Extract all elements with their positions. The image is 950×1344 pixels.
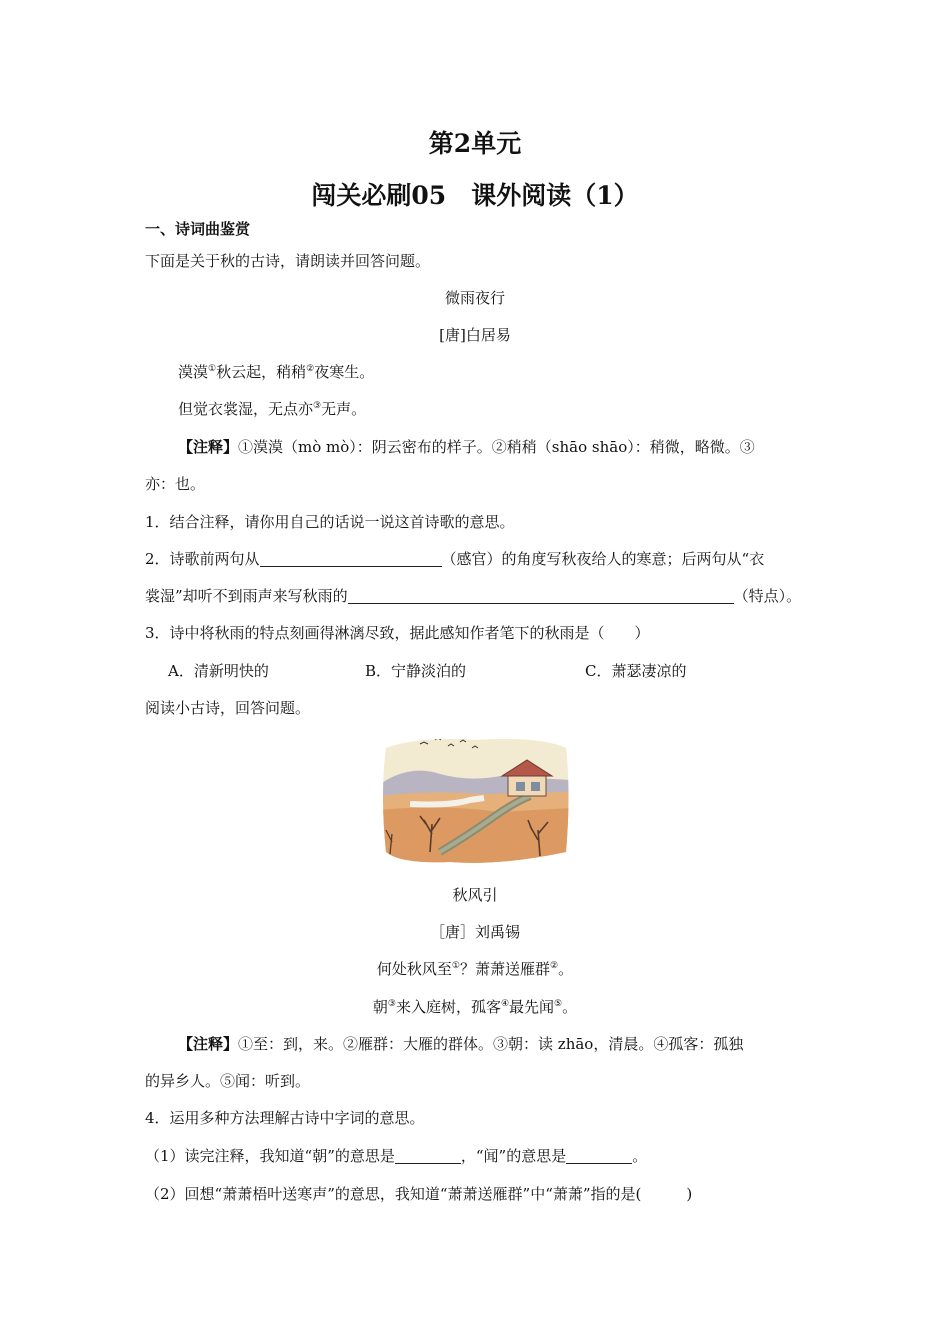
answer-blank[interactable] (566, 1149, 632, 1164)
intro-text-2: 阅读小古诗，回答问题。 (145, 699, 311, 717)
option-a[interactable]: A．清新明快的 (168, 662, 269, 680)
poem2-notes-cont: 的异乡人。⑤闻：听到。 (145, 1072, 311, 1090)
poem1-author: [唐]白居易 (439, 326, 511, 344)
question-2-line1: 2．诗歌前两句从 （感官）的角度写秋夜给人的寒意；后两句从“衣 (145, 550, 765, 568)
question-3: 3．诗中将秋雨的特点刻画得淋漓尽致，据此感知作者笔下的秋雨是（ ） (145, 624, 650, 642)
poem2-notes: 【注释】①至：到，来。②雁群：大雁的群体。③朝：读 zhāo，清晨。④孤客：孤独 (178, 1035, 744, 1053)
poem1-notes: 【注释】①漠漠（mò mò）：阴云密布的样子。②稍稍（shāo shāo）：稍微，略微。③ (178, 438, 755, 456)
intro-text: 下面是关于秋的古诗，请朗读并回答问题。 (145, 252, 431, 270)
question-2-line2: 裳湿”却听不到雨声来写秋雨的 （特点）。 (145, 587, 802, 605)
answer-blank[interactable] (260, 552, 442, 567)
unit-title: 第2单元 (428, 129, 522, 158)
question-4: 4．运用多种方法理解古诗中字词的意思。 (145, 1109, 425, 1127)
poem1-title: 微雨夜行 (444, 289, 505, 307)
question-1: 1．结合注释，请你用自己的话说一说这首诗歌的意思。 (145, 513, 515, 531)
poem1-line2: 但觉衣裳湿，无点亦③无声。 (178, 400, 367, 418)
autumn-landscape-illustration (380, 734, 571, 865)
poem2-title: 秋风引 (452, 886, 498, 904)
section-heading: 一、诗词曲鉴赏 (145, 220, 251, 238)
question-4-2: （2）回想“萧萧梧叶送寒声”的意思，我知道“萧萧送雁群”中“萧萧”指的是( ) (145, 1185, 693, 1203)
poem1-notes-cont: 亦：也。 (145, 475, 206, 493)
lesson-title: 闯关必刷05 课外阅读（1） (311, 181, 639, 210)
answer-blank[interactable] (348, 589, 734, 604)
question-4-1: （1）读完注释，我知道“朝”的意思是 ，“闻”的意思是 。 (145, 1147, 648, 1165)
poem1-line1: 漠漠①秋云起，稍稍②夜寒生。 (178, 363, 375, 381)
poem2-author: ［唐］刘禹锡 (429, 923, 520, 941)
poem2-line2: 朝③来入庭树，孤客④最先闻⑤。 (372, 998, 578, 1016)
answer-blank[interactable] (395, 1149, 461, 1164)
poem2-line1: 何处秋风至①？萧萧送雁群②。 (376, 960, 574, 978)
option-b[interactable]: B．宁静淡泊的 (365, 662, 467, 680)
option-c[interactable]: C．萧瑟凄凉的 (585, 662, 687, 680)
